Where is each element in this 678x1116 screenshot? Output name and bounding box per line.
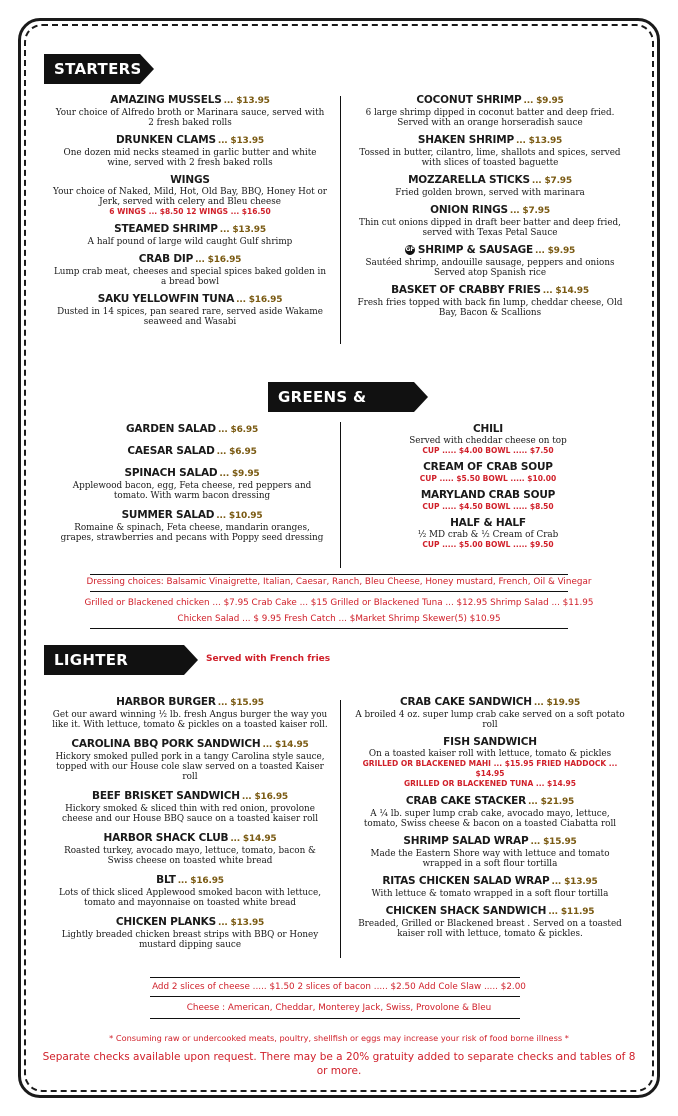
salad-addons-line1: Grilled or Blackened chicken ... $7.95 Crab Cake ... $15 Grilled or Blackened Tuna ... $12.95 Shrimp Salad ... $11.95 <box>84 598 594 608</box>
item-description: A broiled 4 oz. super lump crab cake served on a soft potato roll <box>355 710 625 730</box>
salad-addons-line2: Chicken Salad ... $ 9.95 Fresh Catch ... $Market Shrimp Skewer(5) $10.95 <box>177 614 501 624</box>
lighter-title: LIGHTER THINGS <box>54 651 129 699</box>
item-price: ... $10.95 <box>216 511 263 521</box>
menu-item <box>58 509 326 543</box>
divider <box>150 977 520 978</box>
item-name: FISH SANDWICH <box>443 736 537 748</box>
lighter-right-column <box>352 696 628 945</box>
item-name: SHAKEN SHRIMP <box>417 134 514 146</box>
item-price-options: CUP ..... $4.00 BOWL ..... $7.50 <box>422 446 554 455</box>
item-name: SUMMER SALAD <box>121 509 215 521</box>
cheese-choices: Cheese : American, Cheddar, Monterey Jack, Swiss, Provolone & Bleu <box>186 1003 492 1013</box>
menu-item <box>352 284 628 318</box>
greens-right-column <box>352 423 624 555</box>
item-name: AMAZING MUSSELS <box>110 94 222 106</box>
item-name-line <box>352 875 628 889</box>
item-description: With lettuce & tomato wrapped in a soft flour tortilla <box>371 889 609 899</box>
item-name: SAKU YELLOWFIN TUNA <box>97 293 235 305</box>
item-description: Made the Eastern Shore way with lettuce and tomato wrapped in a soft flour tortilla <box>370 849 610 869</box>
divider <box>90 628 568 629</box>
column-divider <box>340 422 341 568</box>
item-price: ... $6.95 <box>216 447 257 457</box>
item-name: DRUNKEN CLAMS <box>116 134 216 146</box>
menu-item <box>352 517 624 550</box>
item-name-line <box>52 293 328 307</box>
item-description: Fresh fries topped with back fin lump, cheddar cheese, Old Bay, Bacon & Scallions <box>357 298 623 318</box>
menu-item <box>352 134 628 168</box>
item-name-line <box>52 174 328 187</box>
item-name-line <box>58 445 326 459</box>
item-name: BASKET OF CRABBY FRIES <box>391 284 541 296</box>
divider <box>90 591 568 592</box>
item-name: ONION RINGS <box>430 204 508 216</box>
item-name: SHRIMP SALAD WRAP <box>403 835 529 847</box>
item-name-line <box>352 204 628 218</box>
item-price: ... $14.95 <box>262 740 309 750</box>
item-name: CAROLINA BBQ PORK SANDWICH <box>71 738 261 750</box>
column-divider <box>340 96 341 344</box>
item-description: ½ MD crab & ½ Cream of Crab <box>417 530 559 540</box>
greens-banner <box>268 382 414 436</box>
menu-item <box>52 790 328 824</box>
item-name-line <box>52 832 328 846</box>
item-name-line <box>352 174 628 188</box>
item-description: A half pound of large wild caught Gulf shrimp <box>87 237 293 247</box>
item-description: Sautéed shrimp, andouille sausage, peppers and onions Served atop Spanish rice <box>365 258 615 278</box>
item-name-line <box>58 509 326 523</box>
item-price: ... $13.95 <box>217 918 265 928</box>
item-price: ... $9.95 <box>523 96 564 106</box>
greens-left-column <box>58 423 326 551</box>
menu-item <box>52 134 328 168</box>
item-description: Lump crab meat, cheeses and special spices baked golden in a bread bowl <box>53 267 327 287</box>
item-price: ... $13.95 <box>551 877 598 887</box>
item-name: HARBOR SHACK CLUB <box>103 832 229 844</box>
menu-item <box>52 174 328 217</box>
menu-item <box>52 94 328 128</box>
menu-item <box>352 423 624 456</box>
item-price-options: GRILLED OR BLACKENED TUNA ... $14.95 <box>404 779 576 788</box>
menu-item <box>352 905 628 939</box>
item-name: GARDEN SALAD <box>125 423 216 435</box>
divider <box>150 996 520 997</box>
starters-right-column <box>352 94 628 324</box>
item-description: 6 large shrimp dipped in coconut batter and deep fried. Served with an orange horseradish sauce <box>365 108 615 128</box>
item-name-line <box>352 461 624 474</box>
item-name: COCONUT SHRIMP <box>416 94 522 106</box>
item-description: Breaded, Grilled or Blackened breast . Served on a toasted kaiser roll with lettuce, tomato & pickles. <box>358 919 622 939</box>
item-description: Tossed in butter, cilantro, lime, shallots and spices, served with slices of toasted baguette <box>359 148 621 168</box>
item-name-line <box>58 467 326 481</box>
item-price: ... $13.95 <box>217 136 264 146</box>
menu-item <box>352 795 628 829</box>
item-description: Romaine & spinach, Feta cheese, mandarin oranges, grapes, strawberries and pecans with Poppy seed dressing <box>60 523 324 543</box>
item-price: ... $16.95 <box>241 792 288 802</box>
item-price-options: CUP ..... $5.50 BOWL ..... $10.00 <box>419 474 557 483</box>
menu-item <box>352 461 624 484</box>
column-divider <box>340 700 341 958</box>
divider <box>90 574 568 575</box>
item-name-line <box>52 94 328 108</box>
item-price: ... $14.95 <box>230 834 277 844</box>
item-name: CRAB CAKE STACKER <box>405 795 526 807</box>
item-name-line <box>352 489 624 502</box>
item-name-line <box>352 696 628 710</box>
item-description: Roasted turkey, avocado mayo, lettuce, tomato, bacon & Swiss cheese on toasted white bread <box>64 846 316 866</box>
item-description: Hickory smoked pulled pork in a tangy Carolina style sauce, topped with our House cole slaw served on a toasted Kaiser roll <box>55 752 325 782</box>
menu-item <box>58 445 326 459</box>
greens-title: GREENS & SOUPS <box>278 388 367 436</box>
item-name: CRAB CAKE SANDWICH <box>399 696 532 708</box>
item-price: ... $21.95 <box>527 797 575 807</box>
item-name-line <box>52 696 328 710</box>
item-price: ... $13.95 <box>223 96 270 106</box>
item-description: Lots of thick sliced Applewood smoked bacon with lettuce, tomato and mayonnaise on toasted white bread <box>59 888 321 908</box>
menu-item <box>52 738 328 782</box>
menu-item <box>52 916 328 950</box>
item-name-line <box>52 738 328 752</box>
item-name-line <box>352 284 628 298</box>
menu-item <box>352 835 628 869</box>
starters-left-column <box>52 94 328 333</box>
item-description: Fried golden brown, served with marinara <box>395 188 585 198</box>
health-warning: * Consuming raw or undercooked meats, poultry, shellfish or eggs may increase your risk of food borne illness * <box>109 1033 569 1043</box>
item-price: ... $16.95 <box>177 876 224 886</box>
item-name: STEAMED SHRIMP <box>114 223 218 235</box>
item-name-line <box>52 874 328 888</box>
item-name-line <box>352 134 628 148</box>
item-description: Your choice of Alfredo broth or Marinara sauce, served with 2 fresh baked rolls <box>55 108 325 128</box>
item-name: CHICKEN PLANKS <box>115 916 216 928</box>
gluten-free-icon: GF <box>405 246 415 253</box>
item-name: MARYLAND CRAB SOUP <box>420 489 556 501</box>
item-name-line <box>52 134 328 148</box>
item-description: Dusted in 14 spices, pan seared rare, served aside Wakame seaweed and Wasabi <box>57 307 323 327</box>
menu-item <box>352 696 628 730</box>
menu-item <box>352 875 628 899</box>
item-name: BLT <box>156 874 176 886</box>
item-price: ... $11.95 <box>548 907 595 917</box>
item-price: ... $14.95 <box>542 286 589 296</box>
menu-item <box>352 736 628 789</box>
menu-item <box>352 174 628 198</box>
menu-item <box>352 204 628 238</box>
item-name-line <box>352 423 624 436</box>
item-name: RITAS CHICKEN SALAD WRAP <box>382 875 550 887</box>
item-price: ... $13.95 <box>516 136 563 146</box>
item-price: ... $9.95 <box>535 246 576 256</box>
menu-item <box>58 467 326 501</box>
item-price: ... $15.95 <box>217 698 264 708</box>
item-price-options: CUP ..... $4.50 BOWL ..... $8.50 <box>422 502 554 511</box>
item-description: A ¼ lb. super lump crab cake, avocado mayo, lettuce, tomato, Swiss cheese & bacon on a toasted Ciabatta roll <box>363 809 617 829</box>
separate-checks-note: Separate checks available upon request. There may be a 20% gratuity added to separate checks and tables of 8 or more. <box>42 1051 636 1077</box>
item-description: Lightly breaded chicken breast strips with BBQ or Honey mustard dipping sauce <box>61 930 319 950</box>
item-description: Get our award winning ½ lb. fresh Angus burger the way you like it. With lettuce, tomato & pickles on a toasted kaiser roll. <box>52 710 328 730</box>
item-price-options: CUP ..... $5.00 BOWL ..... $9.50 <box>422 540 554 549</box>
menu-item <box>52 874 328 908</box>
item-price: ... $15.95 <box>530 837 577 847</box>
item-price: ... $9.95 <box>219 469 260 479</box>
menu-item <box>52 696 328 730</box>
item-description: One dozen mid necks steamed in garlic butter and white wine, served with 2 fresh baked rolls <box>63 148 317 168</box>
menu-item <box>52 293 328 327</box>
item-description: Served with cheddar cheese on top <box>409 436 567 446</box>
item-name: CHICKEN SHACK SANDWICH <box>385 905 547 917</box>
menu-item <box>52 832 328 866</box>
sandwich-extras: Add 2 slices of cheese ..... $1.50 2 slices of bacon ..... $2.50 Add Cole Slaw ..... $2.00 <box>152 982 526 992</box>
menu-item <box>352 489 624 512</box>
dressing-choices: Dressing choices: Balsamic Vinaigrette, Italian, Caesar, Ranch, Bleu Cheese, Honey mustard, French, Oil & Vinegar <box>86 577 592 587</box>
item-name: WINGS <box>170 174 210 186</box>
item-name: BEEF BRISKET SANDWICH <box>92 790 240 802</box>
item-name-line <box>52 790 328 804</box>
item-name: SPINACH SALAD <box>124 467 218 479</box>
item-price: ... $6.95 <box>217 425 259 435</box>
item-name: SHRIMP & SAUSAGE <box>417 244 534 256</box>
menu-item <box>352 94 628 128</box>
item-name-line <box>352 94 628 108</box>
item-description: Your choice of Naked, Mild, Hot, Old Bay, BBQ, Honey Hot or Jerk, served with celery and Bleu cheese <box>53 187 327 207</box>
item-name: MOZZARELLA STICKS <box>408 174 530 186</box>
item-name: HALF & HALF <box>450 517 526 529</box>
menu-item <box>58 423 326 437</box>
starters-title: STARTERS <box>54 60 142 78</box>
item-name: CREAM OF CRAB SOUP <box>423 461 553 473</box>
item-name: CAESAR SALAD <box>127 445 215 457</box>
item-name-line <box>52 223 328 237</box>
item-price: ... $16.95 <box>195 255 242 265</box>
item-name-line <box>352 517 624 530</box>
lighter-left-column <box>52 696 328 958</box>
item-name-line <box>58 423 326 437</box>
menu-item <box>352 244 628 278</box>
item-description: On a toasted kaiser roll with lettuce, tomato & pickles <box>368 749 612 759</box>
item-description: Applewood bacon, egg, Feta cheese, red peppers and tomato. With warm bacon dressing <box>72 481 312 501</box>
lighter-banner <box>44 645 184 699</box>
starters-banner <box>44 54 140 84</box>
item-price: ... $16.95 <box>236 295 283 305</box>
menu-item <box>52 223 328 247</box>
item-name-line <box>352 905 628 919</box>
item-name-line <box>352 795 628 809</box>
item-name: CHILI <box>473 423 503 435</box>
item-name: HARBOR BURGER <box>116 696 216 708</box>
item-price-options: GRILLED OR BLACKENED MAHI ... $15.95 FRIED HADDOCK ... $14.95 <box>362 759 618 778</box>
divider <box>150 1018 520 1019</box>
item-name: CRAB DIP <box>138 253 194 265</box>
item-description: Hickory smoked & sliced thin with red onion, provolone cheese and our House BBQ sauce on a toasted kaiser roll <box>61 804 319 824</box>
item-name-line <box>352 835 628 849</box>
item-price: ... $13.95 <box>219 225 266 235</box>
item-price: ... $7.95 <box>509 206 550 216</box>
item-name-line <box>52 253 328 267</box>
item-name-line <box>52 916 328 930</box>
lighter-subtitle: Served with French fries <box>206 654 331 664</box>
item-price-options: 6 WINGS ... $8.50 12 WINGS ... $16.50 <box>109 207 271 216</box>
item-price: ... $7.95 <box>531 176 572 186</box>
menu-item <box>52 253 328 287</box>
item-name-line <box>352 736 628 749</box>
item-price: ... $19.95 <box>533 698 581 708</box>
item-description: Thin cut onions dipped in draft beer batter and deep fried, served with Texas Petal Sauce <box>359 218 621 238</box>
item-name-line <box>352 244 628 258</box>
